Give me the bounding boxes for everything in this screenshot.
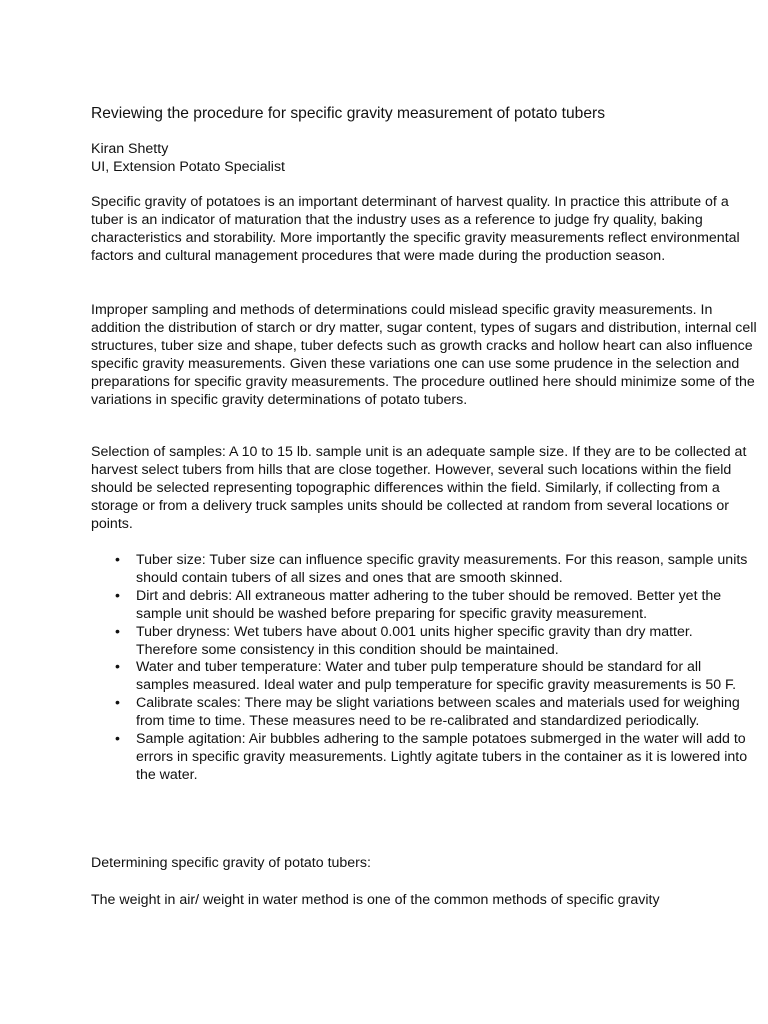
bullet-text: Tuber size: Tuber size can influence specific gravity measurements. For this reason, sample units should contain tubers of all sizes and ones that are smooth skinned. xyxy=(136,552,748,586)
bullet-item-tuber-dryness xyxy=(91,624,757,660)
bullet-text: Calibrate scales: There may be slight variations between scales and materials used for weighing from time to time. These measures need to be re-calibrated and standardized periodically. xyxy=(136,695,740,730)
author-name: Kiran Shetty xyxy=(91,141,169,157)
bullet-dot: • xyxy=(115,623,120,640)
paragraph-introduction: Specific gravity of potatoes is an important determinant of harvest quality. In practice this attribute of a tuber is an indicator of maturation that the industry uses as a reference to judge fry quality, baking characteristics and storability. More importantly the specific gravity measurements reflect environmental factors and cultural management procedures that were made during the production season. xyxy=(91,194,740,264)
bullet-item-tuber-size xyxy=(91,552,757,588)
paragraph-selection-of-samples: Selection of samples: A 10 to 15 lb. sample unit is an adequate sample size. If they are to be collected at harvest select tubers from hills that are close together. However, several such locations within the field should be selected representing topographic differences within the field. Similarly, if collecting from a storage or from a delivery truck samples units should be collected at random from several locations or points. xyxy=(91,444,747,532)
bullet-list xyxy=(91,552,757,785)
bullet-text: Dirt and debris: All extraneous matter adhering to the tuber should be removed. Better yet the sample unit should be washed before preparing for specific gravity measurement. xyxy=(136,587,722,622)
bullet-dot: • xyxy=(115,659,120,676)
author-affiliation: UI, Extension Potato Specialist xyxy=(91,158,285,175)
bullet-text: Sample agitation: Air bubbles adhering to the sample potatoes submerged in the water will add to errors in specific gravity measurements. Lightly agitate tubers in the container as it is lowered into the water. xyxy=(136,731,748,783)
bullet-text: Tuber dryness: Wet tubers have about 0.001 units higher specific gravity than dry matter. Therefore some consistency in this condition should be maintained. xyxy=(136,623,693,658)
bullet-item-dirt-and-debris xyxy=(91,588,757,624)
bullet-text: Water and tuber temperature: Water and tuber pulp temperature should be standard for all samples measured. Ideal water and pulp temperature for specific gravity measurements is 50 F. xyxy=(136,659,737,694)
paragraph-weight-method: The weight in air/ weight in water method is one of the common methods of specific gravity xyxy=(91,892,660,908)
bullet-item-calibrate-scales xyxy=(91,695,757,731)
section-heading: Determining specific gravity of potato tubers: xyxy=(91,855,371,871)
bullet-dot: • xyxy=(115,731,120,748)
bullet-item-sample-agitation xyxy=(91,731,757,785)
document-title: Reviewing the procedure for specific gravity measurement of potato tubers xyxy=(91,105,605,122)
bullet-dot: • xyxy=(115,695,120,712)
bullet-dot: • xyxy=(115,552,120,568)
paragraph-sampling-methods: Improper sampling and methods of determinations could mislead specific gravity measurements. In addition the distribution of starch or dry matter, sugar content, types of sugars and distribution, internal cell structures, tuber size and shape, tuber defects such as growth cracks and hollow heart can also influence specific gravity measurements. Given these variations one can use some prudence in the selection and preparations for specific gravity measurements. The procedure outlined here should minimize some of the variations in specific gravity determinations of potato tubers. xyxy=(91,302,757,408)
author-block xyxy=(91,141,751,177)
bullet-dot: • xyxy=(115,587,120,604)
bullet-item-water-temperature xyxy=(91,659,757,695)
